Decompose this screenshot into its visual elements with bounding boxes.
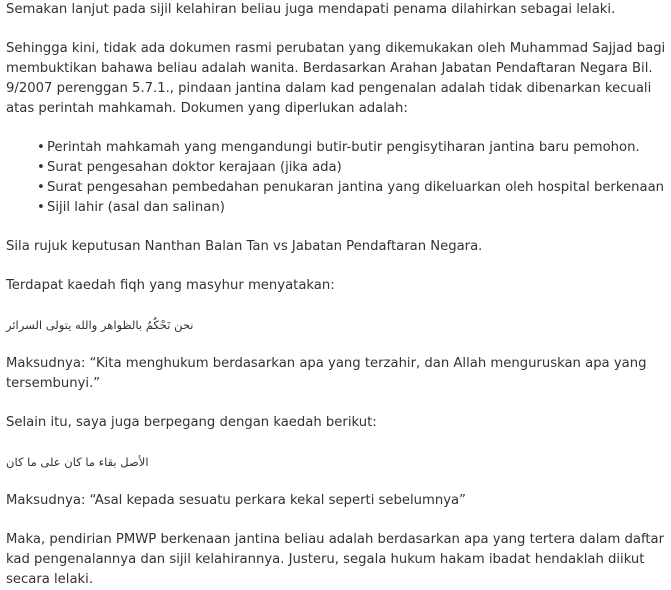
paragraph-second-maxim-intro: Selain itu, saya juga berpegang dengan kaedah berikut: xyxy=(6,415,377,430)
arabic-maxim-2: الأصل بقاء ما كان على ما كان xyxy=(6,455,149,469)
paragraph-case-reference: Sila rujuk keputusan Nanthan Balan Tan vs Jabatan Pendaftaran Negara. xyxy=(6,239,483,254)
list-item: • Perintah mahkamah yang mengandungi butir-butir pengisytiharan jantina baru pemohon. xyxy=(37,138,668,158)
bullet-icon: • xyxy=(37,180,45,195)
paragraph-no-medical-document: Sehingga kini, tidak ada dokumen rasmi perubatan yang dikemukakan oleh Muhammad Sajjad bagi membuktikan bahawa beliau adalah wanita. Berdasarkan Arahan Jabatan Pendaftaran Negara Bil. 9/2007 perenggan 5.7.1., pindaan jantina dalam kad pengenalan adalah tidak dibenarkan kecuali atas perintah mahkamah. Dokumen yang diperlukan adalah: xyxy=(6,41,666,116)
required-documents-list xyxy=(6,138,668,218)
paragraph-maxim-2-meaning: Maksudnya: “Asal kepada sesuatu perkara kekal seperti sebelumnya” xyxy=(6,493,466,508)
bullet-icon: • xyxy=(37,160,45,175)
paragraph-maxim-1-meaning: Maksudnya: “Kita menghukum berdasarkan apa yang terzahir, dan Allah menguruskan apa yang tersembunyi.” xyxy=(6,356,647,391)
paragraph-conclusion: Maka, pendirian PMWP berkenaan jantina beliau adalah berdasarkan apa yang tertera dalam daftar kad pengenalannya dan sijil kelahirannya. Justeru, segala hukum hakam ibadat hendaklah diikut secara lelaki. xyxy=(6,532,665,587)
paragraph-fiqh-intro: Terdapat kaedah fiqh yang masyhur menyatakan: xyxy=(6,278,335,293)
list-item: • Surat pengesahan doktor kerajaan (jika ada) xyxy=(37,158,668,178)
paragraph-birth-certificate: Semakan lanjut pada sijil kelahiran beliau juga mendapati penama dilahirkan sebagai lelaki. xyxy=(6,2,616,17)
bullet-icon: • xyxy=(37,140,45,155)
bullet-icon: • xyxy=(37,200,45,215)
article-body xyxy=(6,0,668,590)
arabic-maxim-1: نحن نَحْكُمُ بالظواهر والله يتولى السرائر xyxy=(6,318,194,332)
list-item: • Surat pengesahan pembedahan penukaran jantina yang dikeluarkan oleh hospital berkenaan xyxy=(37,178,668,198)
list-item: • Sijil lahir (asal dan salinan) xyxy=(37,198,668,218)
